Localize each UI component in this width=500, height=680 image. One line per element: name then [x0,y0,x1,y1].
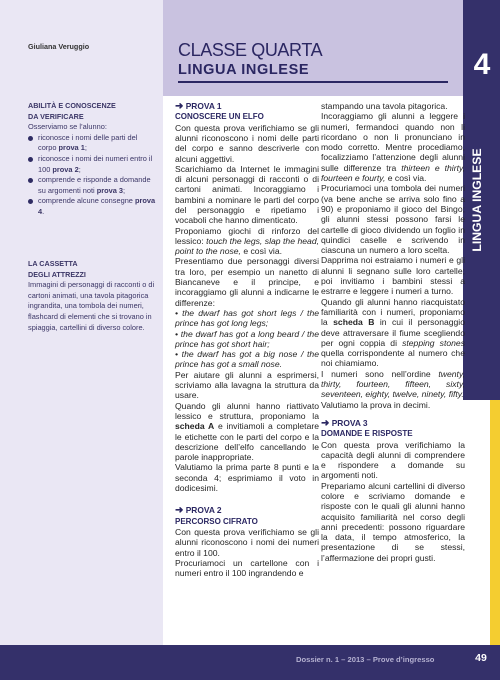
cassetta-heading-1: LA CASSETTA [28,259,78,268]
prova1-heading: ➜ PROVA 1 [175,101,222,112]
arrow-right-icon: ➜ [321,417,330,429]
abilita-item: riconosce i nomi delle parti del corpo prova 1; [28,133,156,154]
prova3-subheading: DOMANDE E RISPOSTE [321,429,413,439]
footer-publication: Dossier n. 1 – 2013 – Prove d’ingresso [296,655,435,664]
prova2-heading: ➜ PROVA 2 [175,505,222,517]
page-number: 49 [475,652,487,664]
abilita-list [28,133,156,218]
prova1-subheading: CONOSCERE UN ELFO [175,112,264,122]
paragraph: Con questa prova verifichiamo se gli alunni riconoscono i nomi dei numeri entro il 100. [175,526,319,558]
yellow-accent-strip [490,400,500,645]
example-line: • the dwarf has got a long beard / the prince has got short hair; [175,328,319,349]
example-line: • the dwarf has got a big nose / the prince has got a small nose. [175,349,319,370]
paragraph: I numeri sono nell’ordine twenty, thirty, fourteen, fifteen, sixty, seventeen, eighty, twelve, ninety, fifty. [321,368,465,400]
paragraph: Dapprima noi estraiamo i numeri e gli alunni li segnano sulle loro cartelle; poi invitiamo i bambini stessi a estrarre e leggere i numeri a turno. [321,255,465,297]
abilita-heading-2: DA VERIFICARE [28,111,84,121]
paragraph: Incoraggiamo gli alunni a leggere i numeri, fermandoci quando non li ricordano o non li pronunciano in modo corretto. Mentre procediamo, focalizziamo l’attenzione degli alunni sulle differenze tra thirteen e thirty, fourteen e fourty, e così via. [321,111,466,184]
paragraph: Proponiamo giochi di rinforzo del lessico: touch the legs, slap the head, point to the nose, e così via. [175,225,319,257]
paragraph: Con questa prova verifichiamo se gli alunni riconoscono i nomi delle parti del corpo e sanno descriverle con alcuni aggettivi. [175,122,319,164]
paragraph: Quando gli alunni hanno riacquistato familiarità con i numeri, proponiamo la scheda B in cui il personaggio deve attraversare il fiume scegliendo per ogni coppia di stepping stones quella corrispondente al numero che noi chiamiamo. [321,296,466,369]
text-column-1 [175,101,319,578]
paragraph: Presentiamo due personaggi diversi tra loro, per esempio un nanetto di Biancaneve e il principe, e incoraggiamo gli alunni a indicarne le differenze: [175,256,319,308]
paragraph: Procuriamoci una tombola dei numeri (va bene anche se arriva solo fino a 90) e proponiamo il gioco del Bingo; gli alunni stessi possono farsi le cartelle di gioco dividendo un foglio in quindici caselle e scrivendo in ciascuna un numero a loro scelta. [321,183,465,256]
title-underline [178,81,448,83]
arrow-right-icon: ➜ [175,101,184,112]
paragraph: Valutiamo la prova in decimi. [321,399,431,410]
paragraph: Per aiutare gli alunni a esprimersi, scriviamo alla lavagna la struttura da usare. [175,369,319,401]
page-title: CLASSE QUARTA [178,40,323,60]
arrow-right-icon: ➜ [175,505,184,517]
abilita-intro: Osserviamo se l’alunno: [28,122,107,132]
section-label: LINGUA INGLESE [470,148,484,252]
author-name: Giuliana Veruggio [28,42,90,51]
page-subtitle: LINGUA INGLESE [178,62,310,78]
paragraph: Valutiamo la prima parte 8 punti e la seconda 4; esprimiamo il voto in dodicesimi. [175,462,319,493]
abilita-heading-1: ABILITÀ E CONOSCENZE [28,101,116,110]
section-number: 4 [473,48,491,81]
abilita-item: comprende alcune consegne prova 4. [28,196,156,217]
paragraph: Procuriamoci un cartellone con i numeri entro il 100 ingrandendo e [175,557,319,579]
abilita-item: comprende e risponde a domande su argomenti noti prova 3; [28,175,156,196]
paragraph: Con questa prova verifichiamo la capacità degli alunni di comprendere e rispondere a domande su argomenti noti. [321,439,465,481]
abilita-item: riconosce i nomi dei numeri entro il 100 prova 2; [28,154,156,175]
paragraph: Prepariamo alcuni cartellini di diverso colore e scriviamo domande e risposte con le quali gli alunni hanno acquisito familiarità nel corso degli anni precedenti: possono riguardare la data, il tempo atmosferico, la presentazione di se stessi, l’affermazione dei propri gusti. [321,480,465,563]
example-line: • the dwarf has got short legs / the prince has got long legs; [175,307,319,329]
cassetta-heading-2: DEGLI ATTREZZI [28,269,86,279]
cassetta-box [28,259,156,333]
prova2-subheading: PERCORSO CIFRATO [175,516,258,526]
text-column-2 [321,101,465,563]
paragraph: Scarichiamo da Internet le immagini di alcuni personaggi di racconti o di cartoni animati. Incoraggiamo i bambini a nominare le parti del corpo del personaggio e ripetiamo i vocaboli che hanno dimenticato. [175,163,319,226]
paragraph: stampando una tavola pitagorica. [321,101,448,111]
abilita-box [28,101,156,218]
cassetta-text: Immagini di personaggi di racconti o di cartoni animati, una tavola pitagorica ingrandita, una tombola dei numeri, flashcard di elementi che si trovano in spiaggia, cartellini di diverso colore. [28,280,155,332]
paragraph: Quando gli alunni hanno riattivato lessico e struttura, proponiamo la scheda A e invitiamoli a completare le etichette con le parti del corpo e la descrizione dell’elfo cancellando le parole inappropriate. [175,400,319,463]
prova3-heading: ➜ PROVA 3 [321,417,368,429]
